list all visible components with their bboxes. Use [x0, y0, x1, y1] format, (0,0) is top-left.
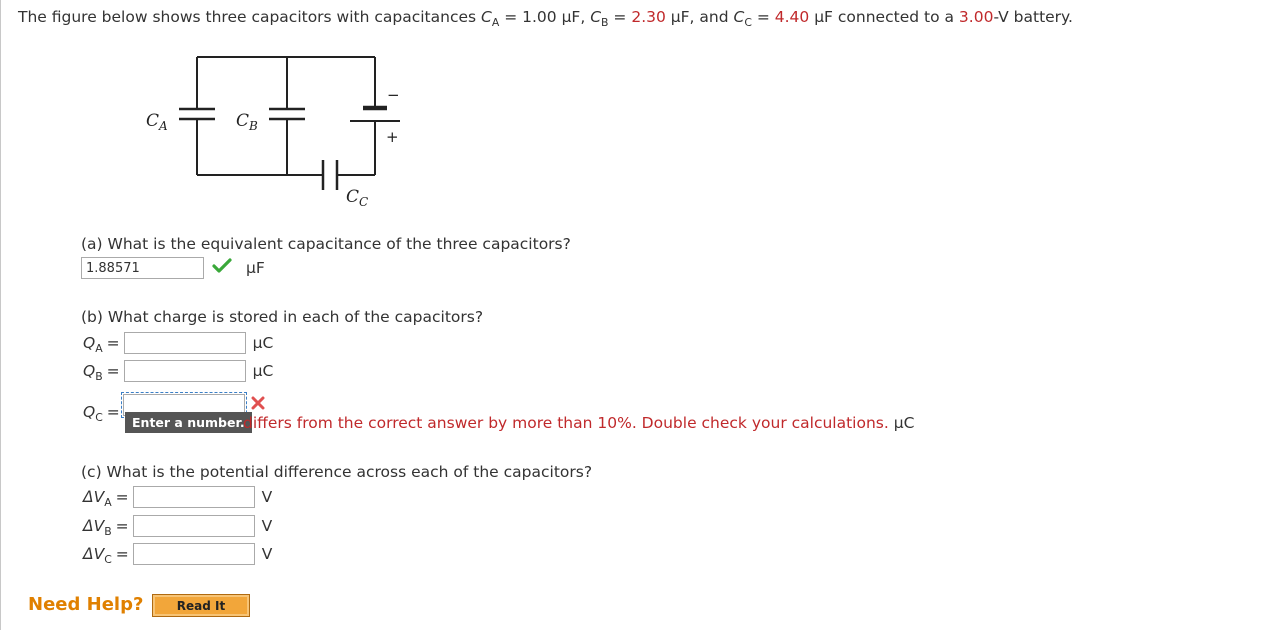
dva-unit: V: [261, 488, 273, 506]
error-unit: μC: [888, 414, 915, 432]
answer-row-dvc: [83, 543, 272, 565]
qc-equals: =: [106, 403, 120, 421]
label-cc: $C_C$: [346, 187, 369, 209]
answer-row-qb: [83, 360, 273, 382]
capacitor-cc-symbol: [323, 160, 337, 190]
answer-row-dva: [83, 486, 272, 508]
battery-minus-sign: −: [387, 86, 400, 104]
error-message: [243, 414, 914, 432]
capacitor-ca-symbol: [179, 109, 215, 119]
question-c: (c) What is the potential difference across each of the capacitors?: [81, 463, 593, 481]
answer-a-unit: μF: [246, 259, 265, 277]
cb-value: 2.30: [631, 8, 666, 26]
cb-unit: μF,: [665, 8, 700, 26]
qa-equals: =: [106, 334, 120, 352]
answer-a-input[interactable]: [81, 257, 204, 279]
label-ca: $C_A$: [146, 111, 168, 133]
voltage-value: 3.00: [958, 8, 994, 26]
ca-equals: =: [499, 8, 523, 26]
qa-unit: μC: [252, 334, 274, 352]
answer-row-qa: [83, 332, 273, 354]
qb-input[interactable]: [124, 360, 246, 382]
dvb-input[interactable]: [133, 515, 255, 537]
battery-plus-sign: +: [386, 128, 399, 146]
ca-value: 1.00: [522, 8, 557, 26]
cc-value: 4.40: [774, 8, 810, 26]
ca-symbol: $C_A$: [481, 8, 500, 29]
dvc-unit: V: [261, 545, 273, 563]
cc-unit: μF: [809, 8, 838, 26]
dvb-label: $\Delta V_B$: [83, 517, 112, 538]
problem-statement: [18, 8, 1073, 29]
voltage-unit: -V battery.: [993, 8, 1073, 26]
input-tooltip: Enter a number.: [125, 412, 252, 433]
intro-text: The figure below shows three capacitors with capacitances: [18, 8, 482, 26]
connected-text: connected to a: [837, 8, 959, 26]
qb-unit: μC: [252, 362, 274, 380]
dva-equals: =: [115, 488, 129, 506]
dvb-equals: =: [115, 517, 129, 535]
dvc-label: $\Delta V_C$: [83, 545, 112, 566]
qb-equals: =: [106, 362, 120, 380]
label-cb: $C_B$: [236, 111, 258, 133]
checkmark-icon: [212, 258, 232, 278]
dvb-unit: V: [261, 517, 273, 535]
battery-symbol: [350, 108, 400, 121]
ca-unit: μF,: [556, 8, 591, 26]
cb-equals: =: [608, 8, 632, 26]
error-text: differs from the correct answer by more than 10%. Double check your calculations.: [243, 414, 889, 432]
qa-input[interactable]: [124, 332, 246, 354]
answer-row-dvb: [83, 515, 272, 537]
dva-label: $\Delta V_A$: [83, 488, 112, 509]
circuit-diagram: [140, 50, 410, 215]
qc-label: $Q_C$: [83, 403, 103, 424]
qa-label: $Q_A$: [83, 334, 103, 355]
and-text: and: [699, 8, 734, 26]
answer-row-a: [81, 257, 265, 279]
dvc-equals: =: [115, 545, 129, 563]
page-left-border: [0, 0, 1, 630]
cc-symbol: $C_C$: [733, 8, 752, 29]
error-x-icon: [250, 395, 266, 415]
capacitor-cb-symbol: [269, 109, 305, 119]
cb-symbol: $C_B$: [590, 8, 609, 29]
cc-equals: =: [751, 8, 775, 26]
dva-input[interactable]: [133, 486, 255, 508]
read-it-button[interactable]: Read It: [152, 594, 250, 617]
dvc-input[interactable]: [133, 543, 255, 565]
need-help-label: Need Help?: [28, 594, 144, 615]
question-b: (b) What charge is stored in each of the capacitors?: [81, 308, 484, 326]
qb-label: $Q_B$: [83, 362, 103, 383]
question-a: (a) What is the equivalent capacitance of the three capacitors?: [81, 235, 571, 253]
